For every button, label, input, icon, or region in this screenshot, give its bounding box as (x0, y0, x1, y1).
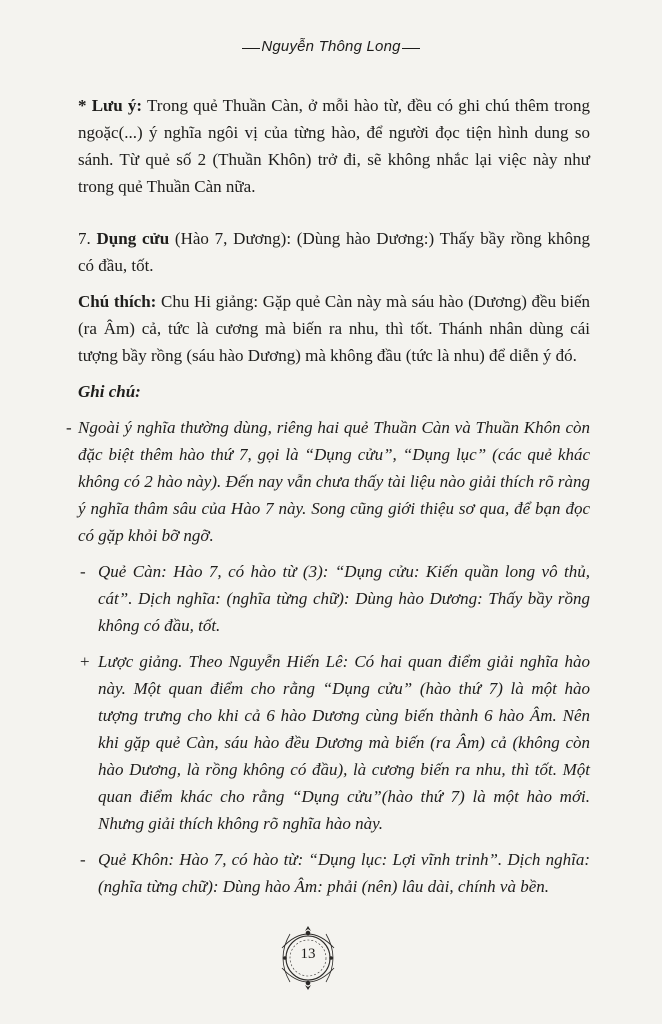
dash-bullet: - (66, 418, 72, 437)
chu-thich-label: Chú thích: (78, 292, 157, 311)
page-number-badge (268, 918, 348, 998)
page-number: 13 (300, 946, 316, 962)
main-text (66, 92, 591, 900)
running-header (0, 38, 662, 55)
header-rule-right (402, 48, 420, 49)
list-item (80, 558, 590, 639)
section-7-paragraph (78, 225, 590, 279)
list-item-text: Ngoài ý nghĩa thường dùng, riêng hai quẻ Thuần Càn và Thuần Khôn còn đặc biệt thêm hào thứ 7, gọi là “Dụng cửu”, “Dụng lục” (các quẻ khác không có 2 hào này). Đến nay vẫn chưa thấy tài liệu nào giải thích rõ ràng ý nghĩa thâm sâu của Hào 7 này. Song cũng giới thiệu sơ qua, để bạn đọc có gặp khỏi bỡ ngỡ. (78, 418, 590, 545)
note-text: Trong quẻ Thuần Càn, ở mỗi hào từ, đều có ghi chú thêm trong ngoặc(...) ý nghĩa ngôi vị của từng hào, để người đọc tiện hình dung so sánh. Từ quẻ số 2 (Thuần Khôn) trở đi, sẽ không nhắc lại việc này như trong quẻ Thuần Càn nữa. (78, 96, 590, 196)
dash-bullet: - (80, 850, 86, 869)
section-7-term: Dụng cửu (96, 229, 170, 248)
list-item (66, 414, 590, 549)
note-star: * (78, 96, 87, 115)
list-item (80, 648, 590, 837)
chu-thich-text: Chu Hi giảng: Gặp quẻ Càn này mà sáu hào (Dương) đều biến (ra Âm) cả, tức là cương mà biến ra nhu, thì tốt. Thánh nhân dùng cái tượng bầy rồng (sáu hào Dương) mà không đầu (tức là nhu) để diễn ý đó. (78, 292, 590, 365)
list-item (80, 846, 590, 900)
plus-bullet: + (80, 652, 90, 671)
ghi-chu-heading (78, 378, 590, 405)
note-paragraph (78, 92, 590, 200)
chu-thich-paragraph (78, 288, 590, 369)
list-item-text: Lược giảng. Theo Nguyễn Hiến Lê: Có hai quan điểm giải nghĩa hào này. Một quan điểm cho rằng “Dụng cửu” (hào thứ 7) là một hào tượng trưng cho khi cả 6 hào Dương cùng biến thành 6 hào Âm. Nên khi gặp quẻ Càn, sáu hào đều Dương mà biến (ra Âm) cả (không còn hào Dương, là rồng không có đầu), là cương biến ra nhu, thì tốt. Một quan điểm khác cho rằng “Dụng cửu”(hào thứ 7) là một hào mới. Nhưng giải thích không rõ nghĩa hào này. (98, 652, 590, 833)
list-item-text: Quẻ Khôn: Hào 7, có hào từ: “Dụng lục: Lợi vĩnh trinh”. Dịch nghĩa: (nghĩa từng chữ): Dùng hào Âm: phải (nên) lâu dài, chính và bền. (98, 850, 590, 896)
section-7-text: (Hào 7, Dương): (Dùng hào Dương:) Thấy bầy rồng không có đầu, tốt. (78, 229, 591, 275)
ghi-chu-label: Ghi chú: (78, 382, 141, 401)
dash-bullet: - (80, 562, 86, 581)
note-label: Lưu ý: (91, 96, 143, 115)
header-rule-left (242, 48, 260, 49)
header-author: Nguyễn Thông Long (261, 38, 401, 55)
section-7-number: 7. (78, 229, 91, 248)
list-item-text: Quẻ Càn: Hào 7, có hào từ (3): “Dụng cửu: Kiến quần long vô thủ, cát”. Dịch nghĩa: (nghĩa từng chữ): Dùng hào Dương: Thấy bầy rồng không có đầu, tốt. (98, 562, 590, 635)
